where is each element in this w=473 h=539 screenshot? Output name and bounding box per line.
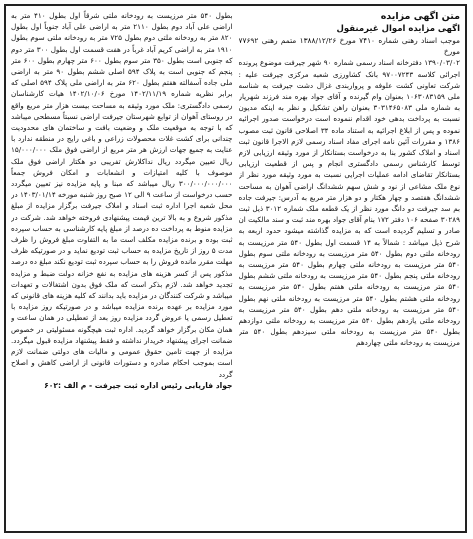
notice-body-right: ۱۳۹۰/۰۳/۰۲ دفترخانه اسناد رسمی شماره ۹۰ شهر جیرفت موضوع پرونده اجرائی کلاسه ۹۷۰۰۷۲۴۳ بانک کشاورزی شعبه مرکزی جیرفت علیه : شرکت تعاونی کشت علوفه و پرواربندی غزال دشت جیرفت به شناسه ملی ۱۰۶۳۰۸۳۱۵۹ بعنوان وام گیرنده و آقای جواد بهره مند فرزند شهریار به شماره ملی ۳۰۳۱۴۶۵۰۸۳ بعنوان راهن تشکیل و نظر به اینکه مدیون نسبت به پرداخت بدهی خود اقدام ننموده است درخواست صدور اجرائیه نموده و پس از ابلاغ اجرائیه به استناد ماده ۳۴ اصلاحی قانون ثبت مصوب ۱۳۸۶ و مقررات آئین نامه اجرای مفاد اسناد رسمی لازم الاجرا قانون ثبت اسناد و املاک کشور بنا به درخواست بستانکار از مورد وثیقه ارزیابی لازم توسط کارشناس رسمی دادگستری انجام و پس از قطعیت ارزیابی بستانکار تقاضای ادامه عملیات اجرایی نسبت به مورد وثیقه مورد نظر از نوع ملک مشاعی از نود و شش سهم ششدانگ اراضی آهوان به مساحت ششدانگ هفتصد و چهار هکتار و دو هزار متر مربع به آدرس: جیرفت جاده بم سد جیرفت دو دانگ مورد نظر از یک قطعه ملک شماره ۳۰۱۲ ذیل ثبت ۳۰۲۸۹ صفحه ۱۰۶ دفتر ۱۷۲ بنام آقای جواد بهره مند ثبت و سند مالکیت ان صادر و تسلیم گردیده است که به مزایده گذاشته میشود حدود اربعه به شرح ذیل میباشد : شمالاً به ۱۴ قسمت اول بطول ۵۴۰ متر مرزیست به رودخانه ملتی دوم بطول ۵۴۰ متر مرزیست به رودخانه ملتی سوم بطول ۵۴۰ متر مرزیست به رودخانه ملتی چهارم بطول ۵۴۰ متر مرزیست به رودخانه ملتی پنجم بطول ۵۴۰ متر مرزیست به رودخانه ملتی ششم بطول ۵۴۰ متر مرزیست به رودخانه ملتی هفتم بطول ۵۴۰ متر مرزیست به رودخانه ملتی هشتم بطول ۵۴۰ متر مرزیست به رودخانه ملتی نهم بطول ۵۴۰ متر مرزیست به رودخانه ملتی دهم بطول ۵۴۰ متر مرزیست به رودخانه ملتی یازدهم بطول ۵۴۰ متر مرزیست به رودخانه ملتی دوازدهم بطول ۵۴۰ متر مرزیست به رودخانه ملتی سیزدهم بطول ۵۴۰ متر مرزیست به رودخانه ملتی چهاردهم: [238, 58, 460, 348]
notice-signature: جواد فاریابی رئیس اداره ثبت جیرفت - م الف :۶۰۲: [44, 380, 233, 390]
notice-body-left: بطول ۵۴۰ متر مرزیست به رودخانه ملتی شرقاً اول بطول ۴۱۰ متر به اراضی علی آباد دوم بطول ۲۱۱۰ متر به اراضی علی آباد جنوباً اول بطول ۸۲۰ متر به رودخانه ملتی دوم بطول ۷۲۵ متر به رودخانه ملتی سوم بطول ۱۹۱۰ متر به اراضی کریم آباد غرباً در هفت قسمت اول بطول ۳۰۰ متر دوم که جنوبی است بطول ۳۵۰ متر سوم بطول ۶۰۰ متر چهارم بطول ۶۰۰ متر پنجم که جنوبی است به پلاک ۵۹۴ اصلی ششم بطول ۹۰ متر به اراضی ملی جاده آسفالته هفتم بطول ۶۲۰ متر به اراضی ملی پلاک ۵۹۴ اصلی که برابر نظریه شماره ۱۴۰۲/۱۱/۱۹ مورخ ۱۴۰۲/۱۰/۰۶ هیات کارشناسان رسمی دادگستری: ملک مورد وثیقه به مساحت بیست هزار متر مربع واقع در روستای آهوان از توابع شهرستان جیرفت اراضی نسبتاً مسطحی میباشد که با توجه به موقعیت ملک و وضعیت بافت و ساختمان های محدودیت چندانی برای کشت غلات محصولات زراعی و باغی رایج در منطقه ندارد با عنایت به جمیع جهات ارزش هر متر مربع از اراضی فوق ملک ۱۵/۰۰۰/۰۰۰ ریال تعیین میگردد ریال نداکلارش تفریبی دو هکتار اراضی فوق ملک موصوف با کلیه امتیازات و انشعابات و امکان فروش جمعاً ۳۰۰/۰۰۰/۰۰۰/۰۰۰ ریال میباشد که مبنا و پایه مزایده نیز تعیین میگردد حسب درخواست از ساعت ۹ الی ۱۲ صبح روز شنبه مورخه ۱۴۰۳/۰۱/۱۴ در محل شعبه اجرا اداره ثبت اسناد و املاک جیرفت برگزار مزایده از مبلغ مذکور شروع و به بالا ترین قیمت پیشنهادی فروخته خواهد شد. شرکت در مزایده منوط به پرداخت ده درصد از مبلغ پایه کارشناسی به حساب سپرده ثبت بوده و برنده مزایده مکلف است ما به التفاوت مبلغ فروش را ظرف مدت ۵ روز از تاریخ مزایده به حساب ثبت تودیع نماید و در صورتیکه ظرف مهلت مقرر مانده فروش را به حساب سپرده ثبت تودیع نکند مبلغ ده درصد مذکور پس از کسر هزینه های مزایده به نفع خزانه دولت ضبط و مزایده تجدید خواهد شد. لازم بذکر است که ملک فوق بدون اشتغالات و تعهدات میباشد و شرکت کنندگان در مزایده باید بدانند که کلیه هزینه های قانونی که مورد مزایده بر عهده برنده مزایده میباشد و در صورتیکه روز مزایده با تعطیل رسمی یا عروض گردد مزایده روز بعد از تعطیلی در همان ساعت و همان مکان برگزار خواهد گردید. اداره ثبت هیچگونه مسئولیتی در خصوص ضمانت اجرای پیشنهاد خریدار نداشته و فقط پیشنهاد مزایده قبول میگردد. مزایده از جهت تامین حقوق عمومی و مالیات های دولتی ضمانت لازم است بموجب احکام صادره و دستورات قانونی از اراضی کاهش و اصلاح گردد: [11, 11, 233, 379]
notice-reference-line-1: موجب اسناد رهنی شماره ۷۴۱۰ مورخ ۱۳۸۸/۱۲/۲۶ متمم رهنی ۷۷۶۹۲ مورخ: [238, 36, 460, 57]
notice-columns: [11, 10, 460, 527]
notice-title: متن اگهی مزایده: [380, 11, 460, 22]
notice-right-column: [239, 10, 461, 527]
auction-notice: [4, 4, 467, 533]
notice-left-column: [11, 10, 233, 527]
notice-subtitle: اگهی مزایده اموال غیرمنقول: [336, 24, 460, 34]
